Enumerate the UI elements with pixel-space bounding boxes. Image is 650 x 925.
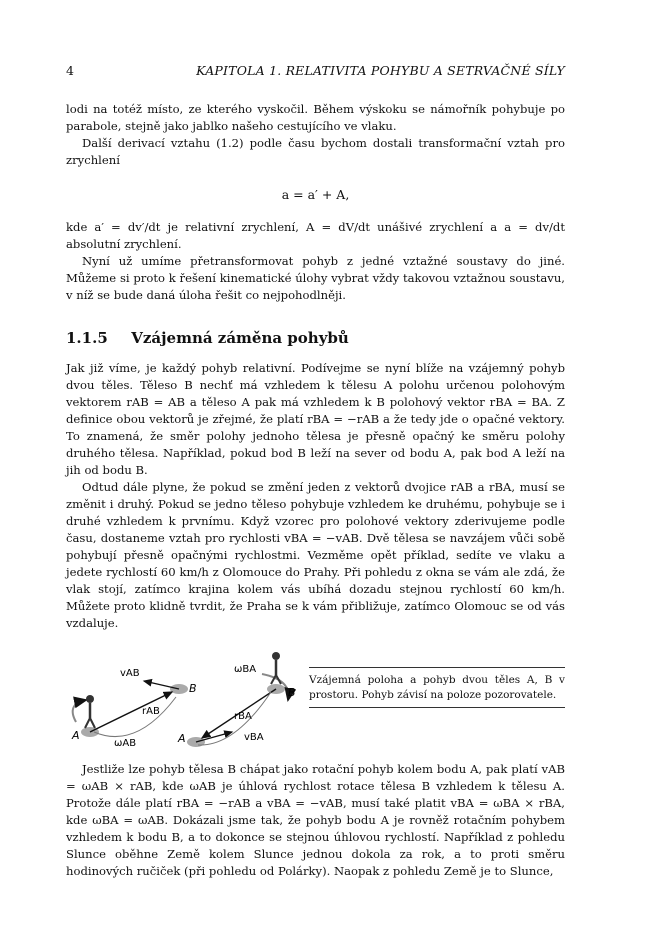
label-a-left: A	[72, 729, 80, 742]
right-panel	[177, 652, 296, 747]
section-number: 1.1.5	[66, 329, 108, 347]
paragraph-1: lodi na totéž místo, ze kterého vyskočil. Během výskoku se námořník pohybuje po parabole, stejně jako jablko našeho cestujícího ve vlaku.	[66, 102, 565, 133]
chapter-title: KAPITOLA 1. RELATIVITA POHYBU A SETRVAČNÉ SÍLY	[196, 63, 565, 78]
paragraph-5: Jak již víme, je každý pohyb relativní. Podívejme se nyní blíže na vzájemný pohyb dvou těles. Těleso B nechť má vzhledem k tělesu A polohu určenou polohovým vektorem rAB = AB a těleso A pak má vzhledem k B polohový vektor rBA = BA. Z definice obou vektorů je zřejmé, že platí rBA = −rAB a že tedy jde o opačné vektory. To znamená, že směr polohy jednoho tělesa je přesně opačný ke směru polohy druhého tělesa. Například, pokud bod B leží na sever od bodu A, pak bod A leží na jih od bodu B.	[66, 361, 565, 477]
paragraph-6: Odtud dále plyne, že pokud se změní jeden z vektorů dvojice rAB a rBA, musí se změnit i druhý. Pokud se jedno těleso pohybuje vzhledem ke druhému, pohybuje se i druhé vzhledem k prvnímu. Když vzorec pro polohové vektory zderivujeme podle času, dostaneme vztah pro rychlosti vBA = −vAB. Dvě tělesa se navzájem vůči sobě pohybují přesně opačnými rychlostmi. Vezměme opět příklad, sedíte ve vlaku a jedete rychlostí 60 km/h z Olomouce do Prahy. Při pohledu z okna se vám ale zdá, že vlak stojí, zatímco krajina kolem vás ubíhá dozadu stejnou rychlostí 60 km/h. Můžete proto klidně tvrdit, že Praha se k vám přibližuje, zatímco Olomouc se od vás vzdaluje.	[66, 480, 565, 630]
paragraph-2: Další derivací vztahu (1.2) podle času bychom dostali transformační vztah pro zrychlení	[66, 136, 565, 167]
label-b-left: B	[189, 682, 197, 695]
paragraph-7: Jestliže lze pohyb tělesa B chápat jako rotační pohyb kolem bodu A, pak platí vAB = ωAB × rAB, kde ωAB je úhlová rychlost rotace tělesa B vzhledem k tělesu A. Protože dále platí rBA = −rAB a vBA = −vAB, musí také platit vBA = ωBA × rBA, kde ωBA = ωAB. Dokázali jsme tak, že pohyb bodu A je rovněž rotačním pohybem vzhledem k bodu B, a to dokonce se stejnou úhlovou rychlostí. Například z pohledu Slunce oběhne Země kolem Slunce jednou dokola za rok, a to proti směru hodinových ručiček (při pohledu od Polárky). Naopak z pohledu Země je to Slunce,	[66, 762, 565, 878]
page-number: 4	[66, 63, 75, 78]
omega-ab-arrow	[73, 700, 86, 722]
label-v-ab: vAB	[120, 668, 140, 679]
figure-caption: Vzájemná poloha a pohyb dvou těles A, B v prostoru. Pohyb závisí na poloze pozorovatele.	[309, 667, 565, 708]
equation: a = a′ + A,	[281, 187, 350, 202]
orbit-arc-left	[94, 697, 176, 737]
label-b-right: B	[288, 686, 296, 699]
page-body	[66, 101, 565, 880]
figure	[66, 642, 565, 747]
relative-motion-diagram	[66, 642, 306, 747]
label-v-ba: vBA	[244, 732, 264, 743]
section-heading	[66, 330, 565, 347]
vector-v-ba	[196, 732, 232, 742]
label-r-ba: rBA	[234, 711, 252, 722]
label-omega-ba: ωBA	[234, 664, 257, 675]
paragraph-3: kde a′ = dv′/dt je relativní zrychlení, A = dV/dt unášivé zrychlení a a = dv/dt absolutní zrychlení.	[66, 220, 565, 251]
label-a-right: A	[178, 732, 186, 745]
section-title: Vzájemná záměna pohybů	[131, 329, 349, 347]
label-omega-ab: ωAB	[114, 738, 137, 747]
paragraph-4: Nyní už umíme přetransformovat pohyb z jedné vztažné soustavy do jiné. Můžeme si proto k řešení kinematické úlohy vybrat vždy takovou vztažnou soustavu, v níž se bude daná úloha řešit co nejpohodlněji.	[66, 254, 565, 302]
running-header	[66, 63, 565, 83]
label-r-ab: rAB	[142, 706, 160, 717]
observer-left-icon	[85, 695, 95, 728]
